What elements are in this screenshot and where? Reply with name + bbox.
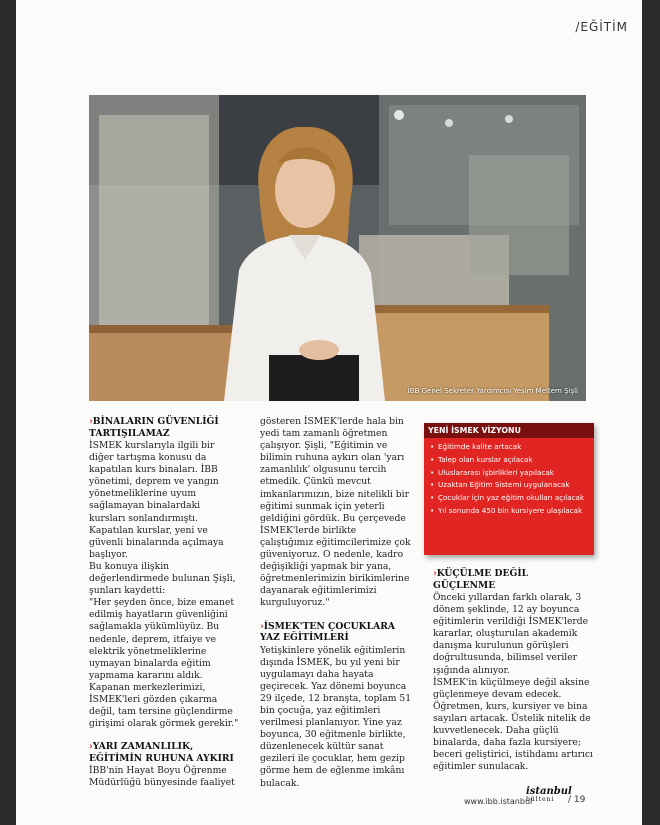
vision-item: • Çocuklar için yaz eğitim okulları açılacak <box>430 493 590 502</box>
heading-text: BİNALARIN GÜVENLİĞİ TARTIŞILAMAZ <box>89 416 219 439</box>
paragraph: gösteren İSMEK'lerde hala bin yedi tam zamanlı öğretmen çalışıyor. Şişli, "Eğitimin ve bilimin ruhuna aykırı olan 'yarı zamanlılık' olgusunu tercih etmedik. Çünkü mevcut imkanlarımızın, bize nitelikli bir eğitimi sunmak için yeterli geldiğini gördük. Bu çerçevede İSMEK'lerde birlikte çalıştığımız eğitimcilerimize çok güveniyoruz. O nedenle, kadro değişikliği yapmak bir yana, öğretmenlerimizin birikimlerine dayanarak eğitimlerimizi kurguluyoruz." <box>260 416 411 609</box>
section-tag: /EĞİTİM <box>575 20 628 34</box>
vision-item: • Yıl sonunda 450 bin kursiyere ulaşılacak <box>430 506 590 515</box>
vision-item: • Talep olan kurslar açılacak <box>430 455 590 464</box>
column-1 <box>89 416 239 789</box>
paragraph: Bu konuya ilişkin değerlendirmede bulunan Şişli, şunları kaydetti: <box>89 560 236 597</box>
magazine-page <box>16 0 642 825</box>
quote-paragraph: "Her şeyden önce, bize emanet edilmiş hayatların güvenliğini sağlamakla yükümlüyüz. Bu nedenle, deprem, itfaiye ve elektrik yönetmeliklerine uymayan binalarda eğitim yapmama kararını aldık. Kapanan merkezlerimizi, İSMEK'leri gözden çıkarma değil, tam tersine güçlendirme girişimi olarak görmek gerekir." <box>89 597 239 730</box>
heading-text: İSMEK'TEN ÇOCUKLARA YAZ EĞİTİMLERİ <box>260 620 396 643</box>
heading-building-safety <box>89 416 239 439</box>
heading-growth <box>433 568 593 591</box>
vision-item: • Uluslararası işbirlikleri yapılacak <box>430 468 590 477</box>
portrait-image <box>89 95 586 401</box>
paragraph: Önceki yıllardan farklı olarak, 3 dönem şeklinde, 12 ay boyunca eğitimlerin verildiği İSMEK'lerde kararlar, oluşturulan akademik danışma kurulunun görüşleri doğrultusunda, bilimsel veriler ışığında alınıyor. <box>433 592 589 676</box>
footer-brand-logo <box>526 788 572 804</box>
paragraph: İSMEK kurslarıyla ilgili bir diğer tartışma konusu da kapatılan kurs binaları. İBB yönetimi, deprem ve yangın yönetmeliklerine uyum sağlamayan binalardaki kursları sonlandırmıştı. Kapatılan kurslar, yeni ve güvenli binalarında açılmaya başlıyor. <box>89 440 224 560</box>
column-3 <box>433 568 593 773</box>
heading-text: YARI ZAMANLILIK, EĞİTİMİN RUHUNA AYKIRI <box>89 741 234 764</box>
vision-item: • Uzaktan Eğitim Sistemi uygulanacak <box>430 480 590 489</box>
page-number: / 19 <box>568 795 586 805</box>
photo-caption: İBB Genel Sekreter Yardımcısı Yeşim Meltem Şişli <box>407 387 578 395</box>
paragraph: İBB'nin Hayat Boyu Öğrenme Müdürlüğü bünyesinde faaliyet <box>89 765 235 789</box>
heading-marker: › <box>260 620 264 632</box>
heading-summer-education <box>260 621 412 644</box>
vision-item: • Eğitimde kalite artacak <box>430 442 590 451</box>
vision-box-title: YENİ İSMEK VİZYONU <box>424 423 594 438</box>
heading-marker: › <box>89 416 93 427</box>
brand-bottom: bülteni <box>526 796 555 803</box>
heading-marker: › <box>89 741 93 753</box>
paragraph: İSMEK'in küçülmeye değil aksine güçlenmeye devam edecek. Öğretmen, kurs, kursiyer ve bina sayıları artacak. Üstelik nitelik de kuvvetlenecek. Daha güçlü binalarda, daha fazla kursiyere; beceri geliştirici, istihdamı artırıcı eğitimler sunulacak. <box>433 676 593 773</box>
brand-top: istanbul <box>526 786 572 797</box>
footer-url: www.ibb.istanbul <box>464 797 533 806</box>
heading-part-time <box>89 741 239 764</box>
column-2 <box>260 416 412 790</box>
heading-text: KÜÇÜLME DEĞİL GÜÇLENME <box>433 568 529 591</box>
heading-marker: › <box>433 568 437 579</box>
vision-list <box>424 442 594 515</box>
paragraph: Yetişkinlere yönelik eğitimlerin dışında İSMEK, bu yıl yeni bir uygulamayı daha hayata geçirecek. Yaz dönemi boyunca 29 ilçede, 12 branşta, toplam 51 bin çocuğa, yaz eğitimleri verilmesi planlanıyor. Yine yaz boyunca, 30 eğitmenle birlikte, düzenlenecek kültür sanat gezileri ile çocuklar, hem gezip görme hem de eğlenme imkânı bulacak. <box>260 644 412 789</box>
feature-photo <box>89 95 586 401</box>
vision-box <box>424 423 594 555</box>
